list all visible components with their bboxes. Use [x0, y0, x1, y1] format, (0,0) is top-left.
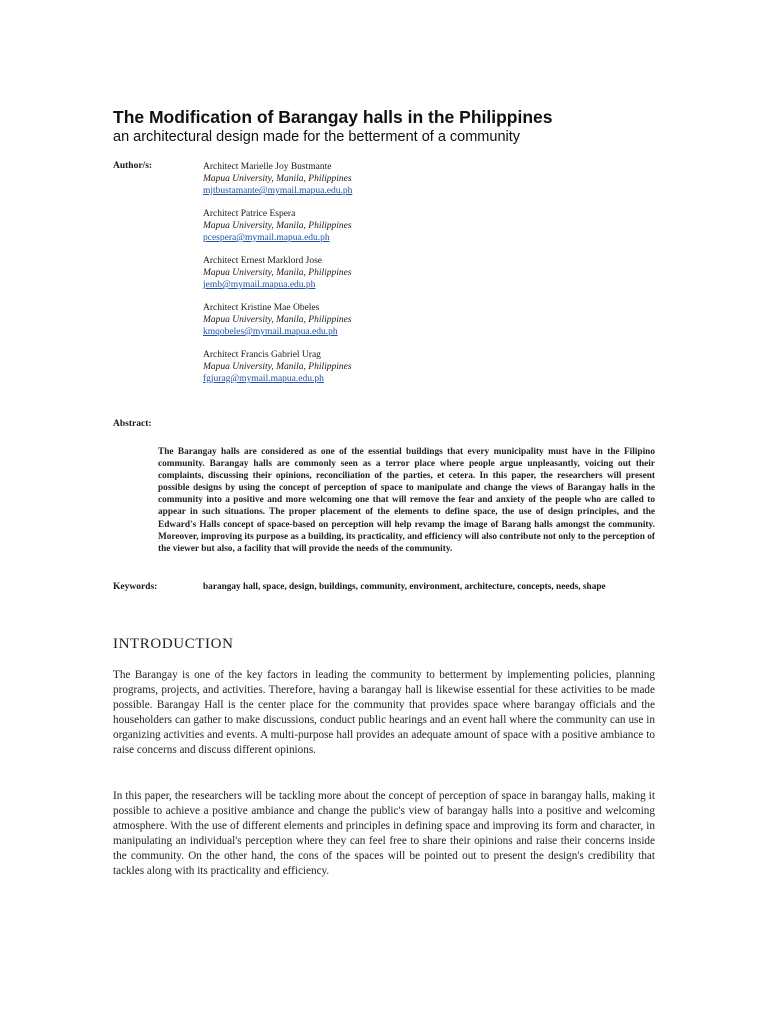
paper-subtitle: an architectural design made for the betterment of a community — [113, 129, 521, 145]
authors-label: Author/s: — [113, 161, 153, 171]
body-paragraph: In this paper, the researchers will be tackling more about the concept of perception of space in barangay halls, making it possible to achieve a positive ambiance and change the public's view of barangay halls into a positive and welcoming atmosphere. With the use of different elements and principles in defining space and improving its form and character, in manipulating an individual's perception where they can feel free to share their opinions and raise their concerns inside the community. On the other hand, the cons of the spaces will be pointed out to present the design's credibility that tackles along with its practicality and efficiency. — [113, 790, 655, 878]
author-affiliation: Mapua University, Manila, Philippines — [203, 268, 352, 278]
abstract-label: Abstract: — [113, 419, 152, 429]
author-name: Architect Ernest Marklord Jose — [203, 256, 322, 266]
author-affiliation: Mapua University, Manila, Philippines — [203, 174, 352, 184]
author-email-link[interactable]: jemb@mymail.mapua.edu.ph — [203, 280, 316, 290]
abstract-text: The Barangay halls are considered as one of the essential buildings that every municipality must have in the Filipino community. Barangay halls are commonly seen as a terror place where people argue unpleasantly, voicing out their complaints, discussing their opinions, reconciliation of the parties, et cetera. In this paper, the researchers will present possible designs by using the concept of perception of space to manipulate and change the views of Barangay halls in the community into a positive and more welcoming one that will remove the fear and anxiety of the people who are called to appear in such situations. The proper placement of the elements to define space, the use of design principles, and the Edward's Halls concept of space-based on perception will help revamp the image of Barang halls amongst the community. Moreover, improving its purpose as a building, its practicality, and efficiency will also contribute not only to the perception of the viewer but also, a facility that will provide the needs of the community. — [158, 447, 655, 554]
author-entry — [203, 255, 603, 291]
author-entry — [203, 208, 603, 244]
author-email-link[interactable]: fgjurag@mymail.mapua.edu.ph — [203, 374, 324, 384]
author-name: Architect Francis Gabriel Urag — [203, 350, 321, 360]
author-email-link[interactable]: mjtbustamante@mymail.mapua.edu.ph — [203, 186, 353, 196]
author-email-link[interactable]: pcespera@mymail.mapua.edu.ph — [203, 233, 330, 243]
author-affiliation: Mapua University, Manila, Philippines — [203, 315, 352, 325]
author-email-link[interactable]: kmqobeles@mymail.mapua.edu.ph — [203, 327, 338, 337]
authors-list — [203, 161, 603, 396]
section-heading-introduction: INTRODUCTION — [113, 636, 234, 652]
paper-title: The Modification of Barangay halls in the Philippines — [113, 107, 553, 127]
author-affiliation: Mapua University, Manila, Philippines — [203, 221, 352, 231]
author-entry — [203, 161, 603, 197]
keywords-label: Keywords: — [113, 582, 158, 592]
author-name: Architect Marielle Joy Bustmante — [203, 162, 332, 172]
author-entry — [203, 302, 603, 338]
body-paragraph: The Barangay is one of the key factors in leading the community to betterment by implementing policies, planning programs, projects, and activities. Therefore, having a barangay hall is likewise essential for these activities to be made possible. Barangay Hall is the center place for the community that provides space where barangay officials and the householders can gather to make discussions, conduct public hearings and an event hall where the community can use in organizing activities and events. A multi-purpose hall provides an adequate amount of space with a positive ambiance to raise concerns and discuss different opinions. — [113, 669, 655, 757]
author-affiliation: Mapua University, Manila, Philippines — [203, 362, 352, 372]
author-name: Architect Kristine Mae Obeles — [203, 303, 320, 313]
author-name: Architect Patrice Espera — [203, 209, 296, 219]
keywords-text: barangay hall, space, design, buildings, community, environment, architecture, concepts, needs, shape — [203, 582, 606, 592]
author-entry — [203, 349, 603, 385]
